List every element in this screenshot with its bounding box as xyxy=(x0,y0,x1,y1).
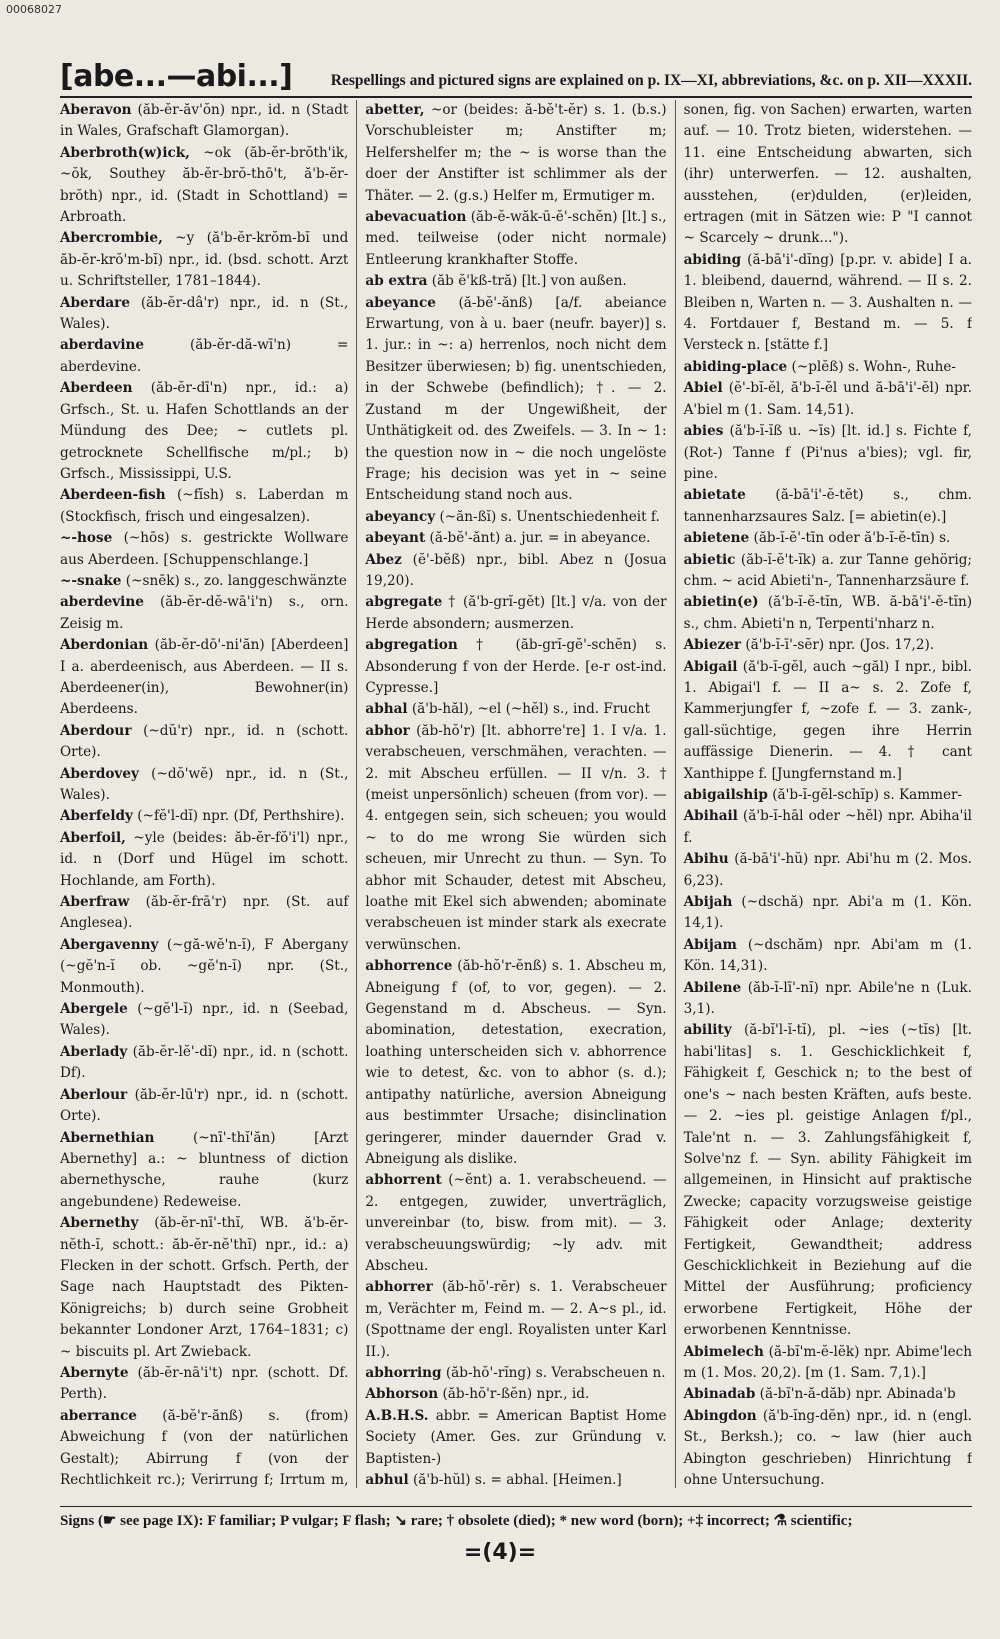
headword: Aberdour xyxy=(60,722,132,739)
dictionary-entry xyxy=(60,293,348,336)
headword: Aberlour xyxy=(60,1086,128,1103)
dictionary-entry xyxy=(60,571,348,592)
headword: Aberfraw xyxy=(60,894,130,911)
headword: Abez xyxy=(365,551,402,568)
dictionary-entry xyxy=(60,1128,348,1214)
headword: Abinadab xyxy=(683,1386,756,1403)
dictionary-entry xyxy=(60,335,348,378)
entry-text: (ăb-ĕ-wăk-ū-ĕ'-schĕn) [lt.] s., med. teilweise (oder nicht normale) Entleerung krankhafter Stoffe. xyxy=(365,209,667,268)
dictionary-entry xyxy=(60,100,348,143)
headword: Abernyte xyxy=(60,1364,129,1381)
entry-text: (ăb-ĕr-frā'r) npr. (St. auf Anglesea). xyxy=(60,894,349,932)
column-1 xyxy=(60,100,356,1488)
headword: abigailship xyxy=(683,787,768,803)
entry-text: (ă'b-hăl), ~el (~hĕl) s., ind. Frucht xyxy=(407,701,650,718)
entry-text: ~or (beides: ă-bĕ't-ĕr) s. 1. (b.s.) Vorschubleister m; Anstifter m; Helfershelfer m; the ~ is worse than the doer der Anstifter ist schlimmer als der Thäter. — 2. (g.s.) Helfer m, Ermutiger m. xyxy=(365,102,667,204)
entry-text: (ăb-ĭ-ĕ't-ĭk) a. zur Tanne gehörig; chm. ~ acid Abieti'n-, Tannenharzsäure f. xyxy=(683,551,972,589)
headword: abhorring xyxy=(365,1364,442,1381)
entry-text: (~ĕnt) a. 1. verabscheuend. — 2. entgegen, zuwider, unverträglich, unvereinbar (to, bisw. from mit). — 3. verabscheuungswürdig; ~ly adv. mit Abscheu. xyxy=(365,1172,667,1274)
entry-text: † (ăb-grĭ-gĕ'-schĕn) s. Absonderung f von der Herde. [e-r ost-ind. Cypresse.] xyxy=(365,637,667,696)
dictionary-entry xyxy=(684,1020,972,1341)
headword: Abernethy xyxy=(60,1215,139,1232)
entry-text: (ăb-hŏ'-rĕr) s. 1. Verabscheuer m, Verächter m, Feind m. — 2. A~s pl., id. (Spottname der engl. Royalisten unter Karl II.). xyxy=(365,1279,667,1360)
entry-text: (~hōs) s. gestrickte Wollware aus Aberdeen. [Schuppenschlange.] xyxy=(60,530,349,568)
headword: Aberdeen xyxy=(60,380,133,397)
dictionary-entry xyxy=(684,849,972,892)
headword: A.B.H.S. xyxy=(365,1407,429,1424)
dictionary-entry xyxy=(365,293,666,507)
headword: Abergele xyxy=(60,1001,128,1018)
entry-text: ~ok (ăb-ĕr-brŏth'ik, ~ŏk, Southey ăb-ĕr-brŏ-thō't, ă'b-ĕr-brŏth) npr., id. (Stadt in Schottland) = Arbroath. xyxy=(60,144,349,226)
page-number: =(4)= xyxy=(463,1540,537,1565)
headword: abietin(e) xyxy=(683,594,759,611)
entry-text: (~dschă) npr. Abi'a m (1. Kön. 14,1). xyxy=(683,894,972,932)
headword: Abiezer xyxy=(683,637,742,654)
headword: Abercrombie, xyxy=(60,230,163,247)
entry-text: (ăb-ĕr-lū'r) npr., id. n (schott. Orte). xyxy=(60,1086,349,1125)
headword: Abijam xyxy=(683,936,737,953)
entry-text: (ăb-ĕr-lĕ'-dĭ) npr., id. n (schott. Df). xyxy=(60,1043,349,1082)
entry-text: (ă-bĕ'-ănß) [a/f. abeiance Erwartung, von à u. baer (neufr. bayer)] s. 1. jur.: in ~: a) herrenlos, noch nicht dem Besitzer überwiesen; b) fig. unentschieden, in der Schwebe (befindlich); †. — 2. Zustand m der Ungewißheit, der Unthätigkeit od. des Zweifels. — 3. In ~ 1: the question now in ~ die noch ungelöste Frage; his decision was yet in ~ seine Entscheidung stand noch aus. xyxy=(365,294,667,504)
dictionary-entry xyxy=(365,1406,666,1470)
entry-text: (ăb-ĕr-dī'n) npr., id.: a) Grfsch., St. u. Hafen Schottlands an der Mündung des Dee; ~ cutlets pl. getrocknete Schellfische m/pl.; b) Grfsch., Mississippi, U.S. xyxy=(60,380,349,482)
headword: abietene xyxy=(683,530,750,547)
dictionary-entry xyxy=(684,978,972,1021)
entry-text: (ăb-ĭ-ĕ'-tīn oder ă'b-ĭ-ĕ-tīn) s. xyxy=(749,530,951,547)
entry-text: (ă-bĭ'm-ĕ-lĕk) npr. Abime'lech m (1. Mos. 20,2). [m (1. Sam. 7,1).] xyxy=(683,1343,972,1381)
headword: abhor xyxy=(365,722,410,739)
dictionary-entry xyxy=(684,250,972,357)
headword: Aberdonian xyxy=(60,637,149,654)
entry-text: (ă'b-ĭ-ĭß u. ~īs) [lt. id.] s. Fichte f, (Rot-) Tanne f (Pi'nus a'bies); vgl. fir, pine. xyxy=(683,423,972,482)
entry-text: abbr. = American Baptist Home Society (Amer. Ges. zur Gründung v. Baptisten-) xyxy=(365,1407,667,1467)
dictionary-entry xyxy=(365,271,666,292)
dictionary-entry xyxy=(365,699,666,720)
entry-text: (ă'b-ĭ-gĕl, auch ~găl) I npr., bibl. 1. Abigai'l f. — II a~ s. 2. Zofe f, Kammerjungfer f, ~zofe f. — 3. zank-, gall-süchtige, gegen ihre Herrin auffässige Dienerin. — 4. † cant Xanthippe f. [Jungfernstand m.] xyxy=(683,658,972,782)
entry-text: sonen, fig. von Sachen) erwarten, warten auf. — 10. Trotz bieten, widerstehen. — 11. eine Entscheidung abwarten, sich (ihr) unterwerfen. — 12. aushalten, ausstehen, (er)dulden, (er)leiden, ertragen (mit in Sätzen wie: P "I cannot ~ Scarcely ~ drunk..."). xyxy=(683,102,972,247)
dictionary-entry xyxy=(60,1406,348,1488)
dictionary-entry xyxy=(60,635,348,721)
signs-legend: Signs (☛ see page IX): F familiar; P vulgar; F flash; ↘ rare; † obsolete (died); * new word (born); +‡ incorrect; ⚗ scientific; xyxy=(60,1506,972,1530)
headword: abeyance xyxy=(365,294,436,311)
dictionary-entry xyxy=(60,485,348,528)
headword: Aberdare xyxy=(60,294,130,311)
entry-text: (ăb-ĕr-ăv'ŏn) npr., id. n (Stadt in Wales, Grafschaft Glamorgan). xyxy=(60,102,349,140)
entry-text: (ăb-hŏ'r-ĕnß) s. 1. Abscheu m, Abneigung f (of, to vor, gegen). — 2. Gegenstand m d. Abscheus. — Syn. abomination, detestation, execration, loathing unterscheiden sich v. abhorrence wie to detest, &c. von to abhor (s. d.); antipathy natürliche, aversion Abneigung aus bestimmter Ursache; disinclination geringerer, minder dauernder Grad v. Abneigung als dislike. xyxy=(365,958,667,1167)
dictionary-entry xyxy=(60,228,348,292)
column-3 xyxy=(675,100,972,1488)
entry-text: (ăb-ĕr-nā'i't) npr. (schott. Df. Perth). xyxy=(60,1364,349,1403)
entry-text: ~y (ă'b-ĕr-krŏm-bĭ und ăb-ĕr-krŏ'm-bĭ) npr., id. (bsd. schott. Arzt u. Schriftsteller, 1781–1844). xyxy=(60,230,349,290)
dictionary-entry xyxy=(684,592,972,635)
entry-text: (~nī'-thĭ'ăn) [Arzt Abernethy] a.: ~ bluntness of diction abernethysche, rauhe (kurz angebundene) Redeweise. xyxy=(60,1129,349,1210)
entry-text: (~ăn-ßĭ) s. Unentschiedenheit f. xyxy=(435,508,660,525)
dictionary-entry xyxy=(684,892,972,935)
headword: Abergavenny xyxy=(60,936,159,953)
explanation-note: Respellings and pictured signs are explained on p. IX—XI, abbreviations, &c. on p. XII—XXXII. xyxy=(330,72,972,89)
dictionary-entry xyxy=(60,935,348,999)
entry-text: (ă-bĕ'r-ănß) s. (from) Abweichung f (von der natürlichen Gestalt); Abirrung f (von der Rechtlichkeit rc.); Verirrung f; Irrtum m, xyxy=(60,1407,349,1488)
dictionary-entry xyxy=(60,592,348,635)
headword: Aberdovey xyxy=(60,765,139,782)
headword: Abiel xyxy=(683,380,723,397)
entry-text: (ă'b-ĭ-ī'-sĕr) npr. (Jos. 17,2). xyxy=(741,637,935,654)
dictionary-entry xyxy=(684,485,972,528)
dictionary-entry xyxy=(60,721,348,764)
dictionary-entry xyxy=(60,999,348,1042)
entry-text: (~plĕß) s. Wohn-, Ruhe- xyxy=(787,358,956,375)
dictionary-entry xyxy=(684,378,972,421)
entry-text: (ă-bā'i'-dĭng) [p.pr. v. abide] I a. 1. bleibend, dauernd, während. — II s. 2. Bleiben n, Warten n. — 3. Aushalten n. — 4. Fortdauer f, Bestand m. — 5. f Versteck n. [stätte f.] xyxy=(683,251,972,354)
dictionary-entry xyxy=(365,507,666,528)
dictionary-entry xyxy=(60,1363,348,1406)
page-id: 00068027 xyxy=(6,3,62,16)
headword: aberrance xyxy=(60,1407,137,1424)
entry-text: (ă-bā'i'-hŭ) npr. Abi'hu m (2. Mos. 6,23). xyxy=(683,851,972,889)
dictionary-entry xyxy=(684,785,972,806)
headword: abhorrent xyxy=(365,1172,442,1189)
headword: Aberavon xyxy=(60,102,132,118)
dictionary-entry xyxy=(684,421,972,485)
dictionary-entry xyxy=(684,1384,972,1405)
headword: Abijah xyxy=(683,894,733,911)
headword: abeyancy xyxy=(365,508,436,525)
entry-text: (ă'b-ĭ-ĕ-tĭn, WB. ă-bā'i'-ĕ-tĭn) s., chm. Abieti'n n, Terpenti'nharz n. xyxy=(683,594,972,632)
dictionary-entry xyxy=(684,657,972,785)
headword: Abimelech xyxy=(683,1343,764,1360)
headword: abevacuation xyxy=(365,209,467,226)
headword: abiding xyxy=(683,251,742,268)
headword: Abigail xyxy=(683,658,738,675)
entry-text: (ă'b-ĭ-hāl oder ~hĕl) npr. Abiha'il f. xyxy=(683,808,972,846)
dictionary-entry xyxy=(365,207,666,271)
entry-text: (ăb-ĭ-lī'-nĭ) npr. Abile'ne n (Luk. 3,1). xyxy=(683,979,972,1018)
page-header xyxy=(60,44,972,98)
dictionary-entry xyxy=(684,550,972,593)
entry-text: (ăb-hŏ'r) [lt. abhorre're] 1. I v/a. 1. verabscheuen, verschmähen, verachten. — 2. mit Abscheu erfüllen. — II v/n. 3. † (meist unpersönlich) scheuen (from vor). — 4. entgegen sein, sich scheuen; you would ~ to do me wrong Sie würden sich scheuen, mir Unrecht zu thun. — Syn. To abhor mit Schauder, detest mit Abscheu, loathe mit Ekel sich abwenden; abominate verabscheuen ist minder stark als execrate verwünschen. xyxy=(365,722,667,953)
dictionary-entry xyxy=(365,550,666,593)
entry-text: (ăb-ĕr-dō'-ni'ăn) [Aberdeen] I a. aberdeenisch, aus Aberdeen. — II s. Aberdeener(in), Bewohner(in) Aberdeens. xyxy=(60,637,349,718)
headword: aberdevine xyxy=(60,594,144,611)
entry-text: (ĕ'-bĕß) npr., bibl. Abez n (Josua 19,20). xyxy=(365,551,667,589)
entry-text: † (ă'b-grĭ-gĕt) [lt.] v/a. von der Herde absondern; ausmerzen. xyxy=(365,594,667,632)
headword: abiding-place xyxy=(683,358,788,375)
entry-range: [abe...—abi...] xyxy=(60,59,293,94)
dictionary-entry xyxy=(60,764,348,807)
entry-text: (ăb-hŏ'r-ßĕn) npr., id. xyxy=(438,1386,590,1403)
headword: abietic xyxy=(683,551,736,568)
entry-text: (~gă-wĕ'n-ĭ), F Abergany (~gĕ'n-ĭ ob. ~gĕ'n-ĭ) npr. (St., Monmouth). xyxy=(60,936,349,996)
headword: Abernethian xyxy=(60,1129,155,1146)
headword: abeyant xyxy=(365,530,426,547)
dictionary-entry xyxy=(60,1042,348,1085)
headword: abgregation xyxy=(365,637,458,654)
headword: Abingdon xyxy=(683,1407,757,1424)
dictionary-entry xyxy=(60,1085,348,1128)
dictionary-entry xyxy=(365,1384,666,1405)
headword: Aberfeldy xyxy=(60,808,133,825)
headword: ability xyxy=(683,1022,732,1039)
entry-text: ~yle (beides: ăb-ĕr-fŏ'i'l) npr., id. n (Dorf und Hügel im schott. Hochlande, am Forth). xyxy=(60,829,349,889)
headword: abetter, xyxy=(365,102,425,118)
headword: abgregate xyxy=(365,594,443,611)
entry-text: (ăb-ĕr-dâ'r) npr., id. n (St., Wales). xyxy=(60,294,349,333)
entry-text: (ă'b-ĭng-dĕn) npr., id. n (engl. St., Berksh.); co. ~ law (hier auch Abington geschrieben) Hinrichtung f ohne Untersuchung. xyxy=(683,1407,972,1488)
entry-text: (ĕ'-bĭ-ĕl, ă'b-ĭ-ĕl und ă-bā'i'-ĕl) npr. A'biel m (1. Sam. 14,51). xyxy=(683,380,972,418)
headword: Aberfoil, xyxy=(60,829,126,846)
dictionary-entry xyxy=(365,528,666,549)
dictionary-entry xyxy=(365,1170,666,1277)
entry-text: (ă'b-ĭ-gĕl-schĭp) s. Kammer- xyxy=(767,787,963,803)
entry-text: (ă-bĭ'n-ă-dăb) npr. Abinada'b xyxy=(755,1386,956,1403)
headword: ~-snake xyxy=(60,572,122,589)
dictionary-entry xyxy=(365,1277,666,1363)
dictionary-entry xyxy=(684,528,972,549)
column-2 xyxy=(356,100,674,1488)
headword: abietate xyxy=(683,487,746,504)
headword: ab extra xyxy=(365,273,428,290)
headword: ~-hose xyxy=(60,530,113,547)
dictionary-entry xyxy=(684,635,972,656)
entry-text: (ă-bĭ'l-ĭ-tĭ), pl. ~ies (~tĭs) [lt. habi'litas] s. 1. Geschicklichkeit f, Fähigkeit f, Geschick n; to the best of one's ~ nach besten Kräften, aufs beste. — 2. ~ies pl. geistige Anlagen f/pl., Tale'nt n. — 3. Zahlungsfähigkeit f, Solve'nz f. — Syn. ability Fähigkeit im allgemeinen, in Hinsicht auf praktische Zwecke; capacity vorzugsweise geistige Fähigkeit oder Anlage; dexterity Fertigkeit, Gewandtheit; address Geschicklichkeit in Beziehung auf die Mittel der Ausführung; proficiency erworbene Fertigkeit, Höhe der erworbenen Kenntnisse. xyxy=(683,1022,972,1339)
dictionary-entry xyxy=(365,1363,666,1384)
dictionary-entry xyxy=(684,1342,972,1385)
entry-text: (~fĭsh) s. Laberdan m (Stockfisch, frisch und eingesalzen). xyxy=(60,487,349,525)
dictionary-entry xyxy=(684,1406,972,1488)
headword: aberdavine xyxy=(60,337,145,354)
headword: Abihail xyxy=(683,808,738,825)
entry-text: (~dschăm) npr. Abi'am m (1. Kön. 14,31). xyxy=(683,936,972,975)
entry-text: (ăb ĕ'kß-tră) [lt.] von außen. xyxy=(427,273,627,290)
dictionary-entry xyxy=(60,1213,348,1363)
entry-text: (ăb-hŏ'-rĭng) s. Verabscheuen n. xyxy=(441,1364,666,1381)
dictionary-entry xyxy=(365,956,666,1170)
dictionary-entry xyxy=(60,892,348,935)
dictionary-entry xyxy=(684,357,972,378)
headword: abhorrer xyxy=(365,1279,433,1296)
dictionary-entry xyxy=(60,378,348,485)
dictionary-entry xyxy=(684,806,972,849)
entry-text: (~snēk) s., zo. langgeschwänzte xyxy=(121,572,347,589)
headword: abhorrence xyxy=(365,958,453,975)
entry-text: (ăb-ĕr-dĕ-wā'i'n) s., orn. Zeisig m. xyxy=(60,594,349,632)
dictionary-entry xyxy=(365,1470,666,1488)
headword: Aberlady xyxy=(60,1043,128,1060)
headword: abhal xyxy=(365,701,408,718)
headword: Abhorson xyxy=(365,1386,439,1403)
entry-text: (ăb-ĕr-dă-wī'n) = aberdevine. xyxy=(60,337,349,375)
headword: Abilene xyxy=(683,979,742,996)
dictionary-entry xyxy=(365,592,666,635)
dictionary-entry xyxy=(684,935,972,978)
dictionary-entry xyxy=(60,143,348,229)
dictionary-entry xyxy=(60,528,348,571)
entry-text: (~dŭ'r) npr., id. n (schott. Orte). xyxy=(60,722,349,761)
entry-text: (ăb-ĕr-nī'-thĭ, WB. ă'b-ĕr-nĕth-ĭ, schott.: ăb-ĕr-nĕ'thĭ) npr., id.: a) Flecken in der schott. Grfsch. Perth, der Sage nach Hauptstadt des Pikten-Königreichs; b) durch seine Grobheit bekannter Londoner Arzt, 1764–1831; c) ~ biscuits pl. Art Zwieback. xyxy=(60,1215,349,1360)
dictionary-entry xyxy=(365,635,666,699)
dictionary-entry xyxy=(365,721,666,956)
headword: Abihu xyxy=(683,851,729,868)
headword: abies xyxy=(683,423,724,440)
dictionary-entry xyxy=(365,100,666,207)
dictionary-columns xyxy=(60,100,972,1488)
entry-text: (ă-bā'i'-ĕ-tĕt) s., chm. tannenharzsaures Salz. [= abietin(e).] xyxy=(683,487,972,525)
entry-text: (ă'b-hŭl) s. = abhal. [Heimen.] xyxy=(408,1472,622,1488)
headword: Aberbroth(w)ick, xyxy=(60,144,190,161)
headword: abhul xyxy=(365,1472,409,1488)
dictionary-entry xyxy=(60,806,348,827)
entry-text: (~fĕ'l-dĭ) npr. (Df, Perthshire). xyxy=(132,808,345,825)
dictionary-entry xyxy=(60,828,348,892)
entry-text: (ă-bĕ'-ănt) a. jur. = in abeyance. xyxy=(425,530,651,547)
dictionary-entry xyxy=(684,100,972,250)
headword: Aberdeen-fish xyxy=(60,487,166,504)
entry-text: (~dŏ'wĕ) npr., id. n (St., Wales). xyxy=(60,765,349,803)
entry-text: (~gĕ'l-ĭ) npr., id. n (Seebad, Wales). xyxy=(60,1001,349,1039)
